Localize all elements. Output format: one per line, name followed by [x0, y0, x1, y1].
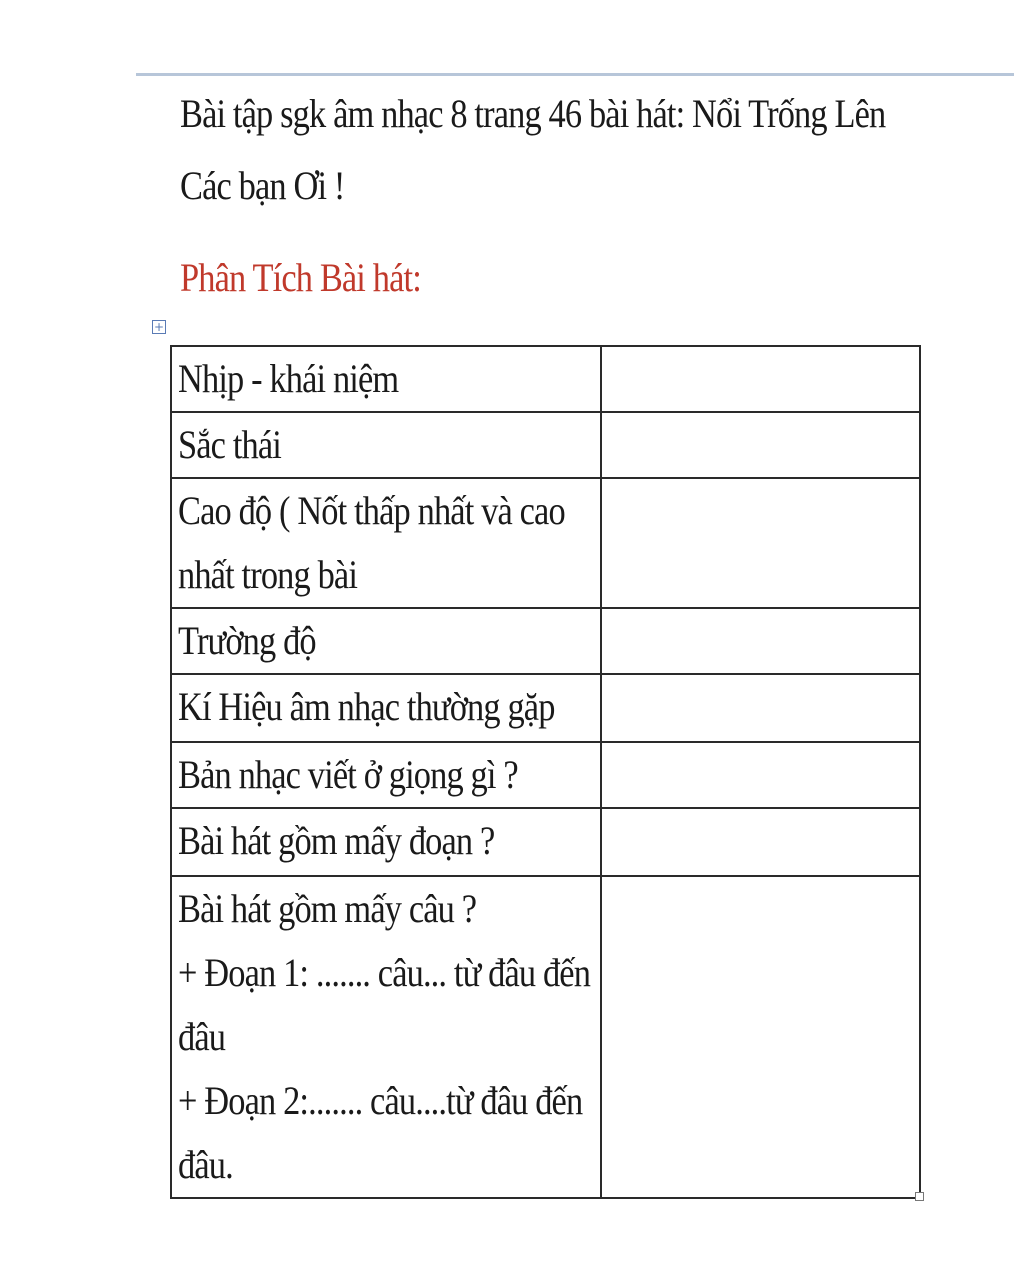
row-answer-cell[interactable]	[601, 674, 920, 742]
row-label: Trường độ	[178, 618, 316, 663]
row-label-cell[interactable]	[171, 808, 601, 876]
table-row	[171, 876, 920, 1198]
section-heading: Phân Tích Bài hát:	[180, 255, 421, 300]
row-label-cell[interactable]	[171, 742, 601, 808]
row-label: Bài hát gồm mấy đoạn ?	[178, 818, 495, 863]
row-label-cell[interactable]	[171, 346, 601, 412]
table-row	[171, 478, 920, 608]
table-row	[171, 608, 920, 674]
page-top-rule	[136, 73, 1014, 76]
analysis-table	[170, 345, 921, 1199]
row-answer-cell[interactable]	[601, 346, 920, 412]
row-answer-cell[interactable]	[601, 808, 920, 876]
document-title: Bài tập sgk âm nhạc 8 trang 46 bài hát: Nổi Trống Lên Các bạn Ơi !	[180, 91, 886, 208]
table-row	[171, 412, 920, 478]
row-label-cell[interactable]	[171, 412, 601, 478]
table-row	[171, 808, 920, 876]
row-label: Sắc thái	[178, 422, 281, 467]
row-label: Nhịp - khái niệm	[178, 356, 399, 401]
row-answer-cell[interactable]	[601, 478, 920, 608]
row-answer-cell[interactable]	[601, 412, 920, 478]
row-label: Kí Hiệu âm nhạc thường gặp	[178, 684, 555, 729]
row-label-cell[interactable]	[171, 674, 601, 742]
row-label-cell[interactable]	[171, 608, 601, 674]
table-row	[171, 346, 920, 412]
row-answer-cell[interactable]	[601, 876, 920, 1198]
row-answer-cell[interactable]	[601, 742, 920, 808]
row-label-cell[interactable]	[171, 876, 601, 1198]
row-label: Cao độ ( Nốt thấp nhất và cao nhất trong bài	[178, 488, 565, 597]
table-move-icon[interactable]: +	[153, 320, 165, 334]
table-row	[171, 674, 920, 742]
row-label: Bản nhạc viết ở giọng gì ?	[178, 752, 518, 797]
row-label: Bài hát gồm mấy câu ? + Đoạn 1: ....... câu... từ đâu đến đâu + Đoạn 2:....... câu....từ đâu đến đâu.	[178, 886, 591, 1187]
table-row	[171, 742, 920, 808]
table-resize-icon[interactable]	[915, 1192, 924, 1201]
row-label-cell[interactable]	[171, 478, 601, 608]
row-answer-cell[interactable]	[601, 608, 920, 674]
